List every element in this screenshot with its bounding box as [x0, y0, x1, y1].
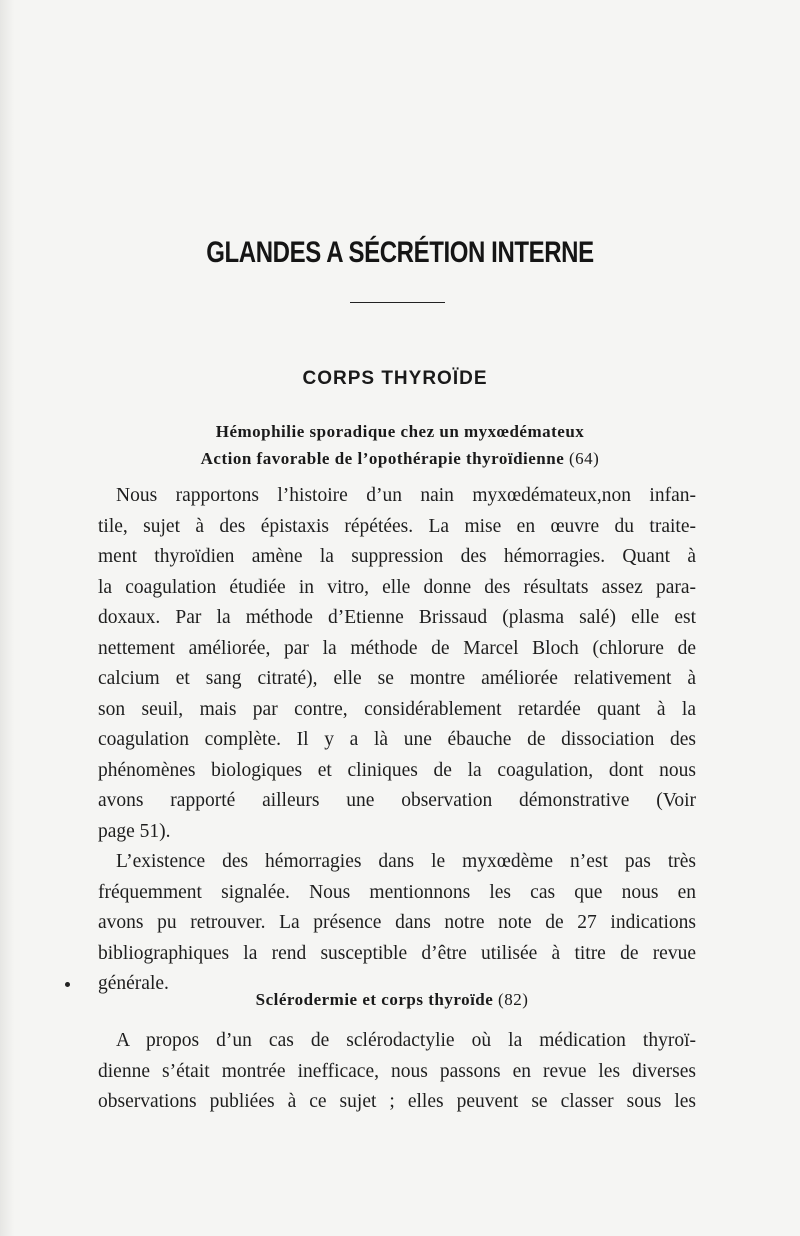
paragraph-3	[98, 1026, 696, 1118]
paragraph-line: L’existence des hémorragies dans le myxœdème n’est pas très	[116, 851, 696, 872]
title-divider	[350, 302, 445, 303]
subsection2-reference-number: (82)	[498, 990, 529, 1009]
chapter-title: GLANDES A SÉCRÉTION INTERNE	[206, 236, 594, 269]
paragraph-line: page 51).	[98, 820, 171, 842]
paragraph-line: bibliographiques la rend susceptible d’être utilisée à titre de revue	[98, 942, 696, 964]
paragraph-1	[98, 481, 696, 847]
paragraph-line: avons pu retrouver. La présence dans notre note de 27 indications	[98, 912, 696, 933]
paragraph-line: fréquemment signalée. Nous mentionnons les cas que nous en	[98, 881, 696, 903]
paragraph-line: coagulation complète. Il y a là une ébauche de dissociation des	[98, 729, 696, 750]
paragraph-line: dienne s’était montrée inefficace, nous passons en revue les diverses	[98, 1060, 696, 1082]
subsection1-body	[98, 481, 696, 1000]
paragraph-line: doxaux. Par la méthode d’Etienne Brissaud (plasma salé) elle est	[98, 607, 696, 628]
paragraph-line: ment thyroïdien amène la suppression des hémorragies. Quant à	[98, 546, 696, 567]
subsection1-title-line2	[0, 449, 800, 469]
paragraph-line: générale.	[98, 973, 169, 994]
subsection1-title-line1	[0, 422, 800, 442]
paragraph-line: observations publiées à ce sujet ; elles peuvent se classer sous les	[98, 1091, 696, 1112]
paragraph-line: phénomènes biologiques et cliniques de la coagulation, dont nous	[98, 759, 696, 781]
paragraph-line: nettement améliorée, par la méthode de Marcel Bloch (chlorure de	[98, 637, 696, 659]
paragraph-line: son seuil, mais par contre, considérablement retardée quant à la	[98, 698, 696, 720]
subsection1-title-line1-text: Hémophilie sporadique chez un myxœdémateux	[215, 422, 585, 441]
subsection2-body	[98, 1026, 696, 1118]
margin-mark	[65, 982, 70, 987]
paragraph-line: Nous rapportons l’histoire d’un nain myxœdémateux,non infan-	[116, 485, 696, 506]
subsection1-reference-number: (64)	[569, 449, 600, 468]
subsection2-title-text: Sclérodermie et corps thyroïde	[255, 990, 494, 1009]
paragraph-line: la coagulation étudiée in vitro, elle donne des résultats assez para-	[98, 576, 696, 598]
page-binding-edge	[0, 0, 14, 1236]
section-heading: CORPS THYROÏDE	[302, 368, 488, 389]
paragraph-line: A propos d’un cas de sclérodactylie où la médication thyroï-	[116, 1030, 696, 1051]
paragraph-2	[98, 847, 696, 1000]
paragraph-line: avons rapporté ailleurs une observation démonstrative (Voir	[98, 790, 696, 811]
paragraph-line: calcium et sang citraté), elle se montre améliorée relativement à	[98, 668, 696, 689]
subsection2-title	[0, 990, 792, 1010]
paragraph-line: tile, sujet à des épistaxis répétées. La mise en œuvre du traite-	[98, 515, 696, 537]
subsection1-title-line2-text: Action favorable de l’opothérapie thyroïdienne	[200, 449, 565, 468]
